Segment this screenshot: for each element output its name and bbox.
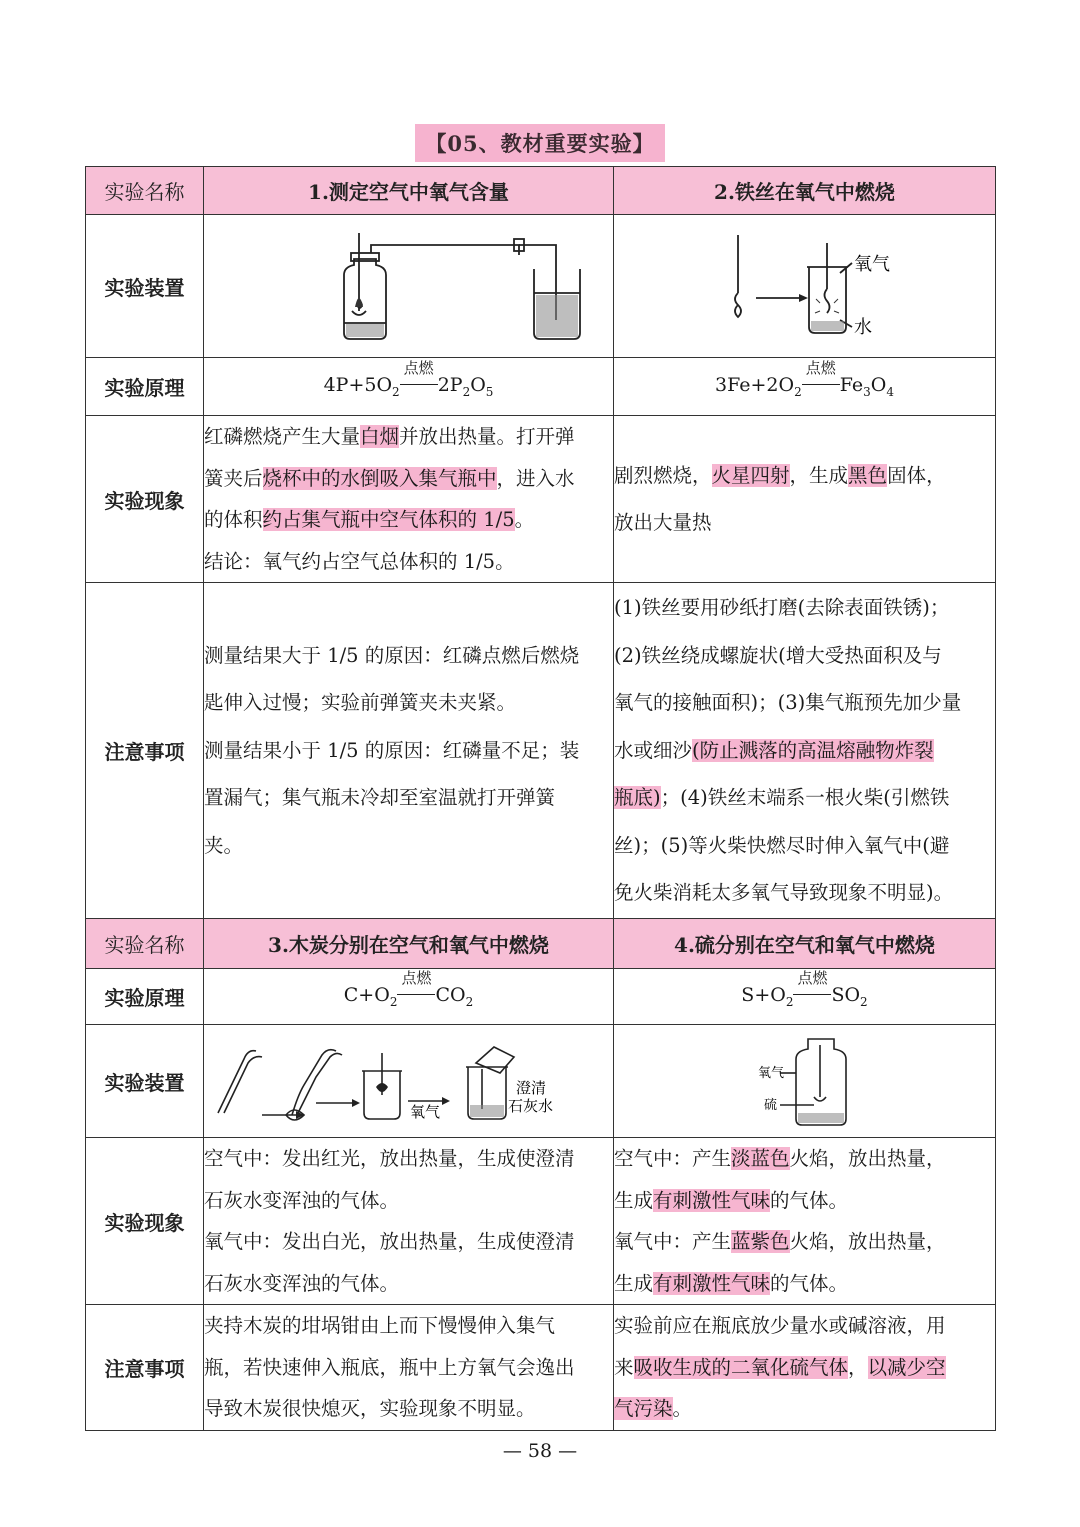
label-apparatus: 实验装置 (86, 215, 204, 358)
page-title: 【05、教材重要实验】 (415, 124, 664, 162)
exp4-equation: $S+O_2$ 点燃 $SO_2$ (614, 969, 996, 1025)
label-phenomenon: 实验现象 (86, 416, 204, 583)
exp4-notes: 实验前应在瓶底放少量水或碱溶液，用 来吸收生成的二氧化硫气体，以减少空 气污染。 (614, 1305, 996, 1431)
exp3-phenomenon: 空气中：发出红光，放出热量，生成使澄清 石灰水变浑浊的气体。 氧气中：发出白光，放出热量，生成使澄清 石灰水变浑浊的气体。 (204, 1138, 614, 1305)
exp3-limewater-label-1: 澄清 (516, 1079, 547, 1097)
exp1-title: 1.测定空气中氧气含量 (204, 167, 614, 215)
exp3-apparatus-diagram (204, 1025, 612, 1133)
exp2-equation: $3Fe+2O_2$ 点燃 $Fe_3O_4$ (614, 358, 996, 416)
experiments-table (85, 166, 996, 1431)
exp1-equation: $4P+5O_2$ 点燃 $2P_2O_5$ (204, 358, 614, 416)
exp4-oxygen-label: 氧气 (758, 1066, 785, 1081)
label-principle: 实验原理 (86, 969, 204, 1025)
exp3-apparatus (204, 1025, 614, 1138)
header-row-2 (86, 919, 996, 969)
exp3-notes: 夹持木炭的坩埚钳由上而下慢慢伸入集气 瓶，若快速伸入瓶底，瓶中上方氧气会逸出 导致木炭很快熄灭，实验现象不明显。 (204, 1305, 614, 1431)
reaction-condition: 点燃 (400, 374, 438, 396)
exp2-title: 2.铁丝在氧气中燃烧 (614, 167, 996, 215)
principle-row-1 (86, 358, 996, 416)
label-name: 实验名称 (86, 919, 204, 969)
exp3-oxygen-label: 氧气 (410, 1103, 441, 1121)
exp2-oxygen-label: 氧气 (854, 254, 890, 275)
phenomenon-row-2 (86, 1138, 996, 1305)
exp1-phenomenon: 红磷燃烧产生大量白烟并放出热量。打开弹 簧夹后烧杯中的水倒吸入集气瓶中，进入水 的体积约占集气瓶中空气体积的 1/5。 结论：氧气约占空气总体积的 1/5。 (204, 416, 614, 583)
exp2-apparatus-diagram (614, 215, 994, 353)
notes-row-1 (86, 583, 996, 919)
exp2-apparatus (614, 215, 996, 358)
exp4-apparatus-diagram (614, 1025, 994, 1133)
exp3-equation: $C+O_2$ 点燃 $CO_2$ (204, 969, 614, 1025)
page-number: — 58 — (502, 1440, 578, 1462)
label-notes: 注意事项 (86, 583, 204, 919)
label-phenomenon: 实验现象 (86, 1138, 204, 1305)
apparatus-row-2 (86, 1025, 996, 1138)
exp2-notes: (1)铁丝要用砂纸打磨(去除表面铁锈)； (2)铁丝绕成螺旋状(增大受热面积及与 氧气的接触面积)；(3)集气瓶预先加少量 水或细沙(防止溅落的高温熔融物炸裂 瓶底)；(4)铁丝末端系一根火柴(引燃铁 丝)；(5)等火柴快燃尽时伸入氧气中(避 免火柴消耗太多氧气导致现象不明显)。 (614, 583, 996, 919)
exp2-water-label: 水 (854, 317, 872, 338)
exp4-title: 4.硫分别在空气和氧气中燃烧 (614, 919, 996, 969)
exp3-limewater-label-2: 石灰水 (508, 1097, 554, 1115)
apparatus-row-1 (86, 215, 996, 358)
header-row-1 (86, 167, 996, 215)
exp1-notes: 测量结果大于 1/5 的原因：红磷点燃后燃烧 匙伸入过慢；实验前弹簧夹未夹紧。 测量结果小于 1/5 的原因：红磷量不足；装 置漏气；集气瓶未冷却至室温就打开弹簧 夹。 (204, 583, 614, 919)
reaction-condition: 点燃 (802, 374, 840, 396)
exp1-apparatus-diagram (204, 215, 612, 353)
exp1-apparatus (204, 215, 614, 358)
notes-row-2 (86, 1305, 996, 1431)
label-name: 实验名称 (86, 167, 204, 215)
label-principle: 实验原理 (86, 358, 204, 416)
reaction-condition: 点燃 (793, 984, 831, 1006)
exp4-apparatus (614, 1025, 996, 1138)
reaction-condition: 点燃 (397, 984, 435, 1006)
exp3-title: 3.木炭分别在空气和氧气中燃烧 (204, 919, 614, 969)
principle-row-2 (86, 969, 996, 1025)
exp4-phenomenon: 空气中：产生淡蓝色火焰，放出热量， 生成有刺激性气味的气体。 氧气中：产生蓝紫色火焰，放出热量， 生成有刺激性气味的气体。 (614, 1138, 996, 1305)
label-notes: 注意事项 (86, 1305, 204, 1431)
phenomenon-row-1 (86, 416, 996, 583)
exp2-phenomenon: 剧烈燃烧，火星四射，生成黑色固体， 放出大量热 (614, 416, 996, 583)
label-apparatus: 实验装置 (86, 1025, 204, 1138)
exp4-sulfur-label: 硫 (764, 1098, 778, 1113)
